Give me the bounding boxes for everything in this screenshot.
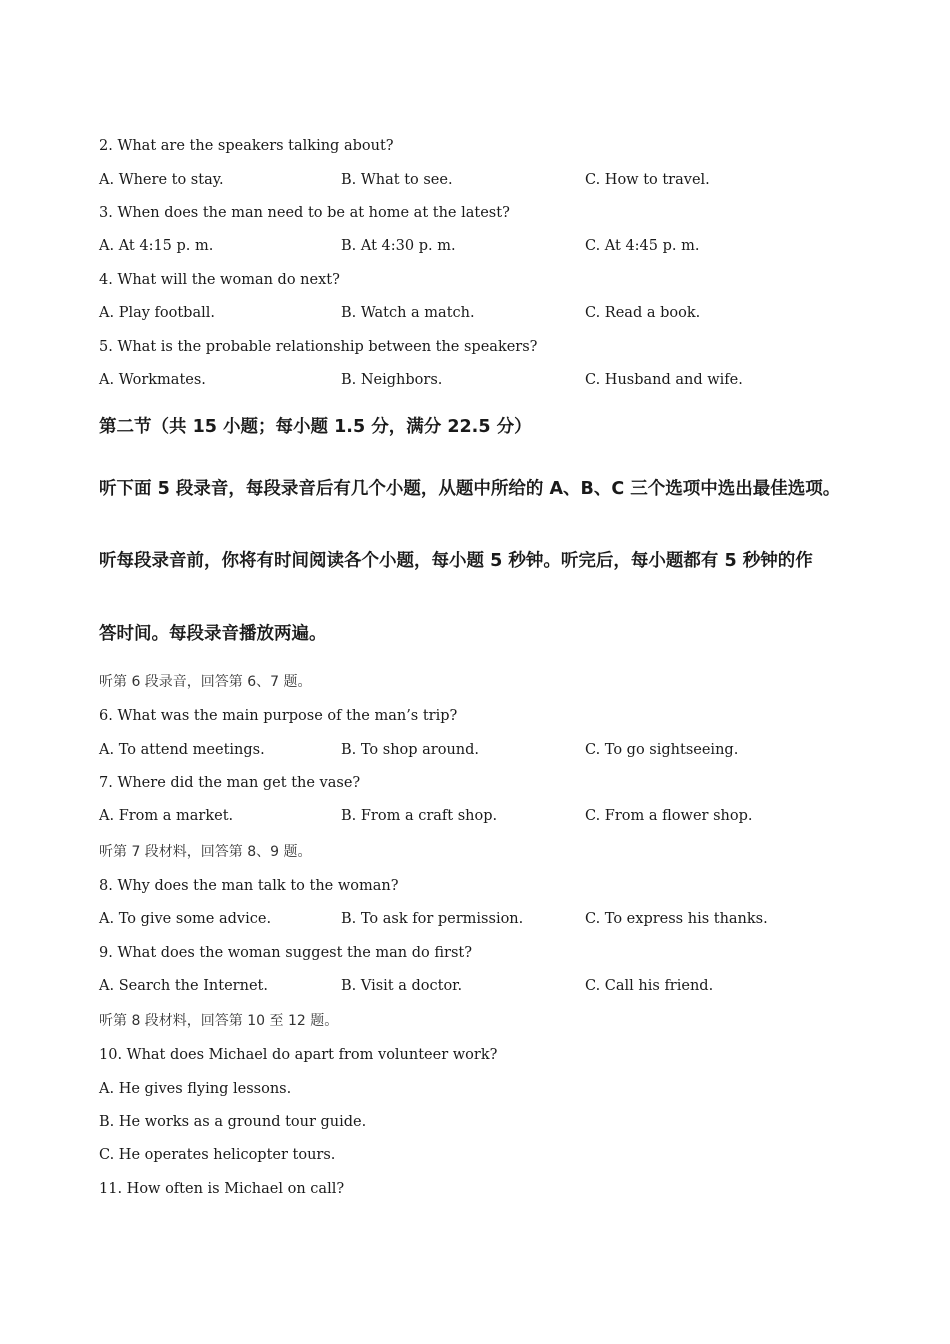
question-7: 7. Where did the man get the vase?: [99, 775, 361, 791]
question-6-options: [99, 740, 859, 760]
question-5: 5. What is the probable relationship between the speakers?: [99, 339, 538, 355]
question-8: 8. Why does the man talk to the woman?: [99, 878, 399, 894]
option-a: A. To attend meetings.: [99, 742, 265, 758]
option-c: C. To express his thanks.: [585, 911, 768, 927]
question-9-options: [99, 976, 859, 996]
option-c: C. To go sightseeing.: [585, 742, 739, 758]
option-a: A. Play football.: [99, 305, 215, 321]
option-c: C. At 4:45 p. m.: [585, 238, 700, 254]
question-2: 2. What are the speakers talking about?: [99, 138, 394, 154]
question-2-options: [99, 170, 859, 190]
question-10-option-a: A. He gives flying lessons.: [99, 1081, 292, 1097]
option-b: B. What to see.: [341, 172, 453, 188]
option-b: B. From a craft shop.: [341, 808, 498, 824]
question-11: 11. How often is Michael on call?: [99, 1181, 345, 1197]
option-a: A. Search the Internet.: [99, 978, 268, 994]
section-instruction-1: 听下面 5 段录音，每段录音后有几个小题，从题中所给的 A、B、C 三个选项中选出最佳选项。: [99, 479, 841, 499]
option-c: C. How to travel.: [585, 172, 710, 188]
option-a: A. At 4:15 p. m.: [99, 238, 214, 254]
option-c: C. Read a book.: [585, 305, 701, 321]
segment-6-intro: 听第 6 段录音，回答第 6、7 题。: [99, 674, 312, 690]
option-b: B. To shop around.: [341, 742, 480, 758]
option-b: B. To ask for permission.: [341, 911, 524, 927]
option-a: A. Where to stay.: [99, 172, 224, 188]
question-3-options: [99, 236, 859, 256]
option-b: B. Visit a doctor.: [341, 978, 463, 994]
question-9: 9. What does the woman suggest the man do first?: [99, 945, 473, 961]
option-b: B. Neighbors.: [341, 372, 443, 388]
option-c: C. Call his friend.: [585, 978, 714, 994]
question-10: 10. What does Michael do apart from volunteer work?: [99, 1047, 498, 1063]
question-7-options: [99, 806, 859, 826]
option-c: C. From a flower shop.: [585, 808, 753, 824]
option-b: B. Watch a match.: [341, 305, 475, 321]
question-6: 6. What was the main purpose of the man’s trip?: [99, 708, 458, 724]
section-instruction-3: 答时间。每段录音播放两遍。: [99, 624, 327, 644]
option-a: A. To give some advice.: [99, 911, 272, 927]
section-heading: 第二节（共 15 小题；每小题 1.5 分，满分 22.5 分）: [99, 417, 532, 437]
option-c: C. Husband and wife.: [585, 372, 743, 388]
option-a: A. From a market.: [99, 808, 234, 824]
option-b: B. At 4:30 p. m.: [341, 238, 456, 254]
question-4-options: [99, 303, 859, 323]
question-3: 3. When does the man need to be at home at the latest?: [99, 205, 510, 221]
question-4: 4. What will the woman do next?: [99, 272, 340, 288]
section-instruction-2: 听每段录音前，你将有时间阅读各个小题，每小题 5 秒钟。听完后，每小题都有 5 秒钟的作: [99, 551, 813, 571]
segment-7-intro: 听第 7 段材料，回答第 8、9 题。: [99, 844, 312, 860]
question-10-option-b: B. He works as a ground tour guide.: [99, 1114, 367, 1130]
option-a: A. Workmates.: [99, 372, 206, 388]
question-8-options: [99, 909, 859, 929]
question-5-options: [99, 370, 859, 390]
question-10-option-c: C. He operates helicopter tours.: [99, 1147, 336, 1163]
segment-8-intro: 听第 8 段材料，回答第 10 至 12 题。: [99, 1013, 339, 1029]
